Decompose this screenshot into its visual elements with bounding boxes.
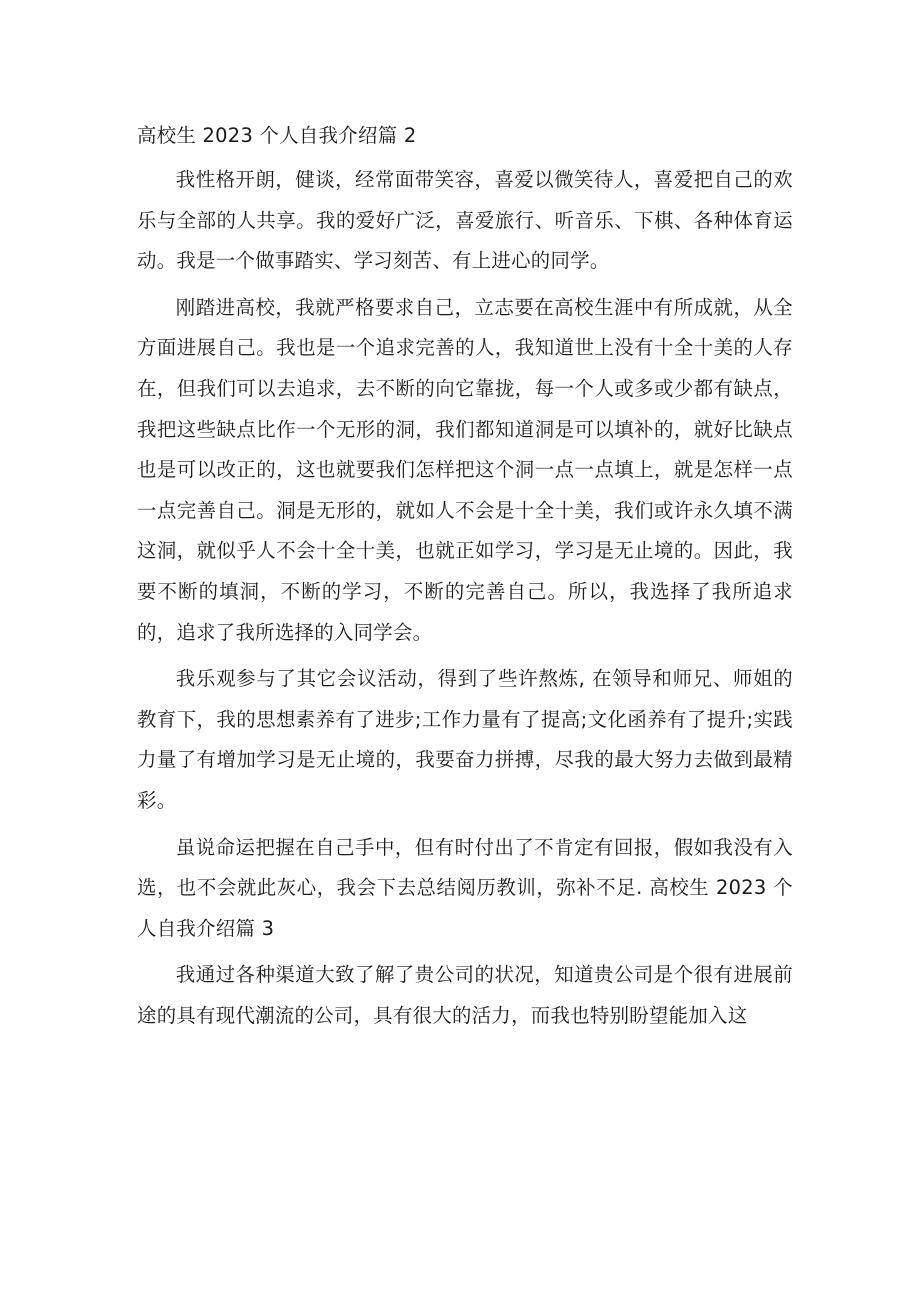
section-heading: 高校生 2023 个人自我介绍篇 2 (137, 124, 417, 147)
paragraph-activities: 我乐观参与了其它会议活动，得到了些许熬炼, 在领导和师兄、师姐的教育下，我的思想素养有了进步;工作力量有了提高;文化函养有了提升;实践力量了有增加学习是无止境的，我要奋力拼搏，尽我的最大努力去做到最精彩。 (137, 667, 793, 812)
paragraph-self-improvement: 刚踏进高校，我就严格要求自己，立志要在高校生涯中有所成就，从全方面进展自己。我也是一个追求完善的人，我知道世上没有十全十美的人存在，但我们可以去追求，去不断的向它靠拢，每一个人或多或少都有缺点，我把这些缺点比作一个无形的洞，我们都知道洞是可以填补的，就好比缺点也是可以改正的，这也就要我们怎样把这个洞一点一点填上，就是怎样一点一点完善自己。洞是无形的，就如人不会是十全十美，我们或许永久填不满这洞，就似乎人不会十全十美，也就正如学习，学习是无止境的。因此，我要不断的填洞，不断的学习，不断的完善自己。所以，我选择了我所追求的，追求了我所选择的入同学会。 (137, 295, 793, 644)
paragraph-company: 我通过各种渠道大致了解了贵公司的状况，知道贵公司是个很有进展前途的具有现代潮流的公司，具有很大的活力，而我也特别盼望能加入这 (137, 963, 793, 1027)
document-body (137, 116, 793, 1036)
paragraph-fate: 虽说命运把握在自己手中，但有时付出了不肯定有回报，假如我没有入选，也不会就此灰心，我会下去总结阅历教训，弥补不足. 高校生 2023 个人自我介绍篇 3 (137, 835, 793, 940)
paragraph-personality: 我性格开朗，健谈，经常面带笑容，喜爱以微笑待人，喜爱把自己的欢乐与全部的人共享。我的爱好广泛，喜爱旅行、听音乐、下棋、各种体育运动。我是一个做事踏实、学习刻苦、有上进心的同学。 (137, 168, 793, 273)
